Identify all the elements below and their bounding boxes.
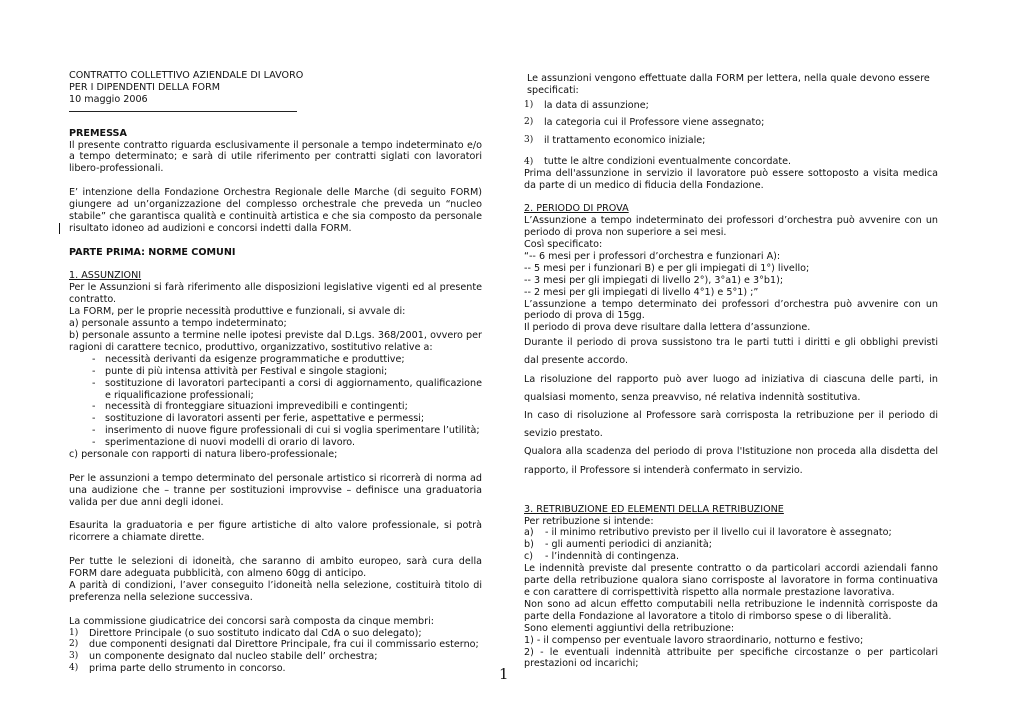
prova-paragraph-7: Qualora alla scadenza del periodo di prova l'Istituzione non proceda alla disdetta del rapporto, il Professore si intenderà confermato in servizio. (524, 446, 938, 476)
list-item: 2) la categoria cui il Professore viene assegnato; (524, 117, 765, 129)
list-item: 3) il trattamento economico iniziale; (524, 135, 706, 146)
list-item: -- 5 mesi per i funzionari B) e per gli impiegati di 1°) livello; (524, 262, 810, 274)
text-cursor (59, 223, 60, 234)
retribuzione-title: 3. RETRIBUZIONE ED ELEMENTI DELLA RETRIBUZIONE (524, 503, 784, 515)
assunzioni-title: 1. ASSUNZIONI (69, 270, 142, 282)
retribuzione-paragraph-3: Sono elementi aggiuntivi della retribuzione: (524, 622, 735, 634)
list-item: a) - il minimo retributivo previsto per il livello cui il lavoratore è assegnato; (524, 527, 892, 539)
premessa-title: PREMESSA (69, 127, 127, 139)
assunzioni-line-1: Per le Assunzioni si farà riferimento alle disposizioni legislative vigenti ed al presente contratto. (69, 282, 482, 306)
list-item: c) - l’indennità di contingenza. (524, 551, 680, 563)
list-item: 3) un componente designato dal nucleo stabile dell’ orchestra; (69, 651, 378, 663)
prova-paragraph-4: Durante il periodo di prova sussistono tra le parti tutti i diritti e gli obblighi previsti dal presente accordo. (524, 337, 938, 367)
prova-paragraph-3: Il periodo di prova deve risultare dalla lettera d’assunzione. (524, 322, 811, 334)
header-rule (69, 111, 297, 112)
header-date: 10 maggio 2006 (69, 93, 148, 105)
retribuzione-paragraph-1: Le indennità previste dal presente contratto o da particolari accordi aziendali fanno parte della retribuzione qualora siano corrisposte al lavoratore in forma continuativa e con carattere di corrispettività rispetto alla normale prestazione lavorativa. (524, 563, 938, 599)
prova-cosi: Così specificato: (524, 239, 603, 251)
list-item: - sostituzione di lavoratori assenti per ferie, aspettative e permessi; (92, 413, 425, 425)
list-item: 2) due componenti designati dal Direttore Principale, fra cui il commissario esterno; (69, 639, 479, 651)
premessa-paragraph-1: Il presente contratto riguarda esclusivamente il personale a tempo indeterminato e/o a tempo determinato; e sarà di utile riferimento per contratti siglati con lavoratori libero-professionali. (69, 139, 482, 175)
prova-paragraph-5: La risoluzione del rapporto può aver luogo ad iniziativa di ciascuna delle parti, in qualsiasi momento, senza preavviso, né relativa indennità sostitutiva. (524, 373, 938, 403)
header-line-2: PER I DIPENDENTI DELLA FORM (69, 81, 221, 93)
premessa-paragraph-2: E’ intenzione della Fondazione Orchestra Regionale delle Marche (di seguito FORM) giungere ad un’organizzazione del complesso orchestrale che preveda un “nucleo stabile” che garantisca qualità e continuità artistica e che sia composto da personale risultato idoneo ad audizioni e concorsi indetti dalla FORM. (69, 187, 482, 234)
selezioni-paragraph: Per tutte le selezioni di idoneità, che saranno di ambito europeo, sarà cura della FORM dare adeguata pubblicità, con almeno 60gg di anticipo. (69, 556, 482, 580)
list-item: “-- 6 mesi per i professori d’orchestra e funzionari A): (524, 250, 781, 262)
retribuzione-paragraph-4: 1) - il compenso per eventuale lavoro straordinario, notturno e festivo; (524, 634, 864, 646)
assunzioni-line-5: c) personale con rapporti di natura libero-professionale; (69, 449, 338, 461)
commissione-paragraph: La commissione giudicatrice dei concorsi sarà composta da cinque membri: (69, 615, 434, 627)
assunzioni-line-2: La FORM, per le proprie necessità produttive e funzionali, si avvale di: (69, 306, 406, 318)
visita-paragraph: Prima dell'assunzione in servizio il lavoratore può essere sottoposto a visita medica da parte di un medico di fiducia della Fondazione. (524, 167, 938, 191)
list-item: - punte di più intensa attività per Festival e singole stagioni; (92, 365, 388, 377)
retribuzione-intro: Per retribuzione si intende: (524, 515, 654, 527)
parte-prima-title: PARTE PRIMA: NORME COMUNI (69, 246, 236, 258)
list-item: - sostituzione di lavoratori partecipanti a corsi di aggiornamento, qualificazione e riqualificazione professionali; (92, 377, 482, 401)
prova-paragraph-1: L’Assunzione a tempo indeterminato dei professori d’orchestra può avvenire con un periodo di prova non superiore a sei mesi. (524, 215, 938, 239)
prova-paragraph-2: L’assunzione a tempo determinato dei professori d’orchestra può avvenire con un periodo di prova di 15gg. (524, 298, 938, 322)
parita-paragraph: A parità di condizioni, l’aver conseguito l’idoneità nella selezione, costituirà titolo di preferenza nella selezione successiva. (69, 579, 482, 603)
header-line-1: CONTRATTO COLLETTIVO AZIENDALE DI LAVORO (69, 70, 304, 81)
list-item: - inserimento di nuove figure professionali di cui si voglia sperimentare l’utilità; (92, 425, 480, 437)
list-item: - sperimentazione di nuovi modelli di orario di lavoro. (92, 437, 356, 449)
list-item: 4) tutte le altre condizioni eventualmente concordate. (524, 155, 792, 167)
list-item: -- 3 mesi per gli impiegati di livello 2°), 3°a1) e 3°b1); (524, 274, 784, 286)
retribuzione-paragraph-5: 2) - le eventuali indennità attribuite per specifiche circostanze o per particolari prestazioni od incarichi; (524, 646, 938, 670)
graduatoria-paragraph: Per le assunzioni a tempo determinato del personale artistico si ricorrerà di norma ad una audizione che – tranne per sostituzioni improvvise – definisce una graduatoria valida per due anni degli idonei. (69, 472, 482, 508)
prova-title: 2. PERIODO DI PROVA (524, 203, 629, 215)
retribuzione-paragraph-2: Non sono ad alcun effetto computabili nella retribuzione le indennità corrisposte da parte della Fondazione al lavoratore a titolo di rimborso spese o di liberalità. (524, 598, 938, 622)
lettera-intro: Le assunzioni vengono effettuate dalla FORM per lettera, nella quale devono essere specificati: (527, 73, 930, 96)
list-item: 4) prima parte dello strumento in concorso. (69, 663, 286, 675)
left-column (69, 70, 482, 675)
esaurita-paragraph: Esaurita la graduatoria e per figure artistiche di alto valore professionale, si potrà ricorrere a chiamate dirette. (69, 520, 482, 544)
list-item: - necessità derivanti da esigenze programmatiche e produttive; (92, 353, 405, 365)
prova-paragraph-6: In caso di risoluzione al Professore sarà corrisposta la retribuzione per il periodo di sevizio prestato. (524, 410, 938, 440)
page-number: 1 (499, 665, 509, 683)
list-item: - necessità di fronteggiare situazioni imprevedibili e contingenti; (92, 401, 408, 413)
right-column (524, 73, 938, 670)
assunzioni-line-4: b) personale assunto a termine nelle ipotesi previste dal D.Lgs. 368/2001, ovvero per ragioni di carattere tecnico, produttivo, organizzativo, sostitutivo relative a: (69, 329, 482, 353)
list-item: b) - gli aumenti periodici di anzianità; (524, 539, 712, 551)
list-item: -- 2 mesi per gli impiegati di livello 4°1) e 5°1) ;” (524, 286, 759, 298)
list-item: 1) la data di assunzione; (524, 99, 649, 111)
assunzioni-line-3: a) personale assunto a tempo indeterminato; (69, 318, 287, 330)
list-item: 1) Direttore Principale (o suo sostituto indicato dal CdA o suo delegato); (69, 627, 422, 639)
